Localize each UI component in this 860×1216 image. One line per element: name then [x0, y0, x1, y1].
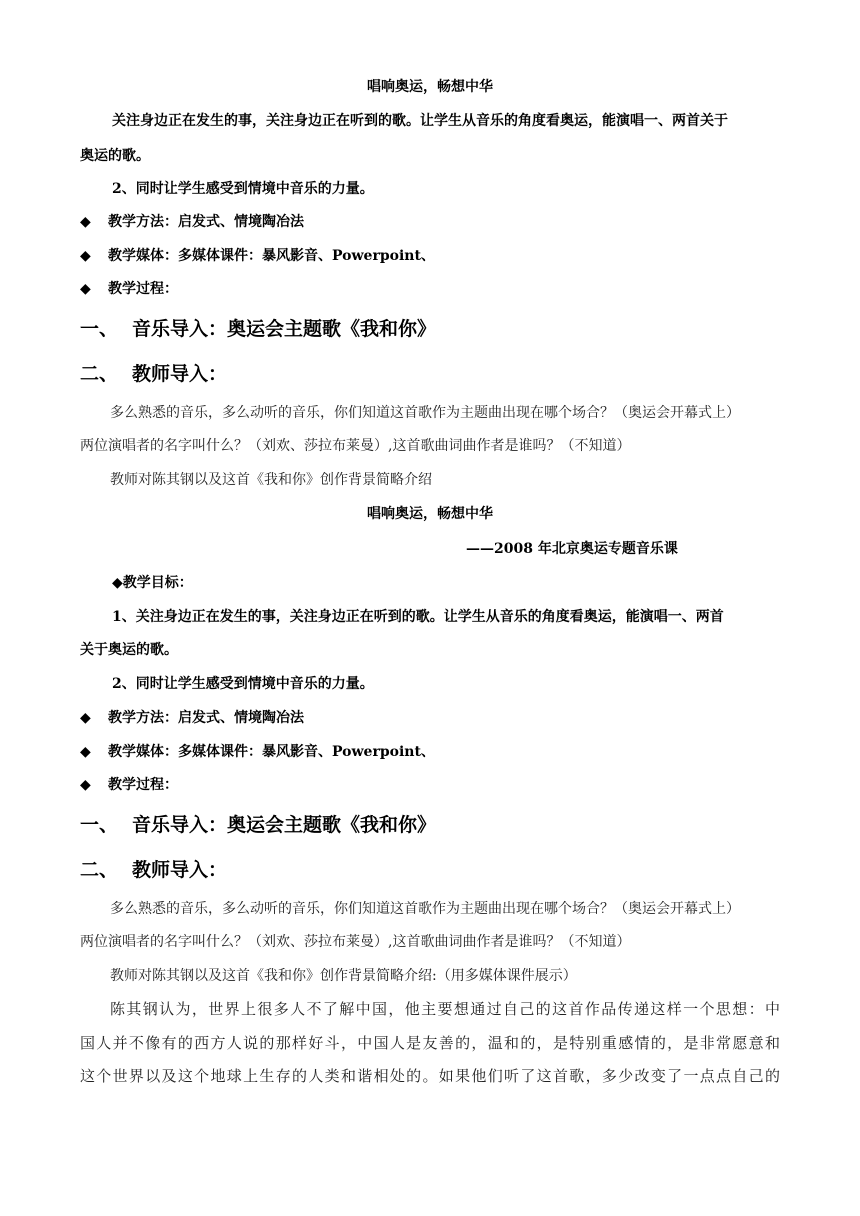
bullet-icon: ◆: [80, 777, 91, 793]
goal-line: 关注身边正在发生的事，关注身边正在听到的歌。让学生从音乐的角度看奥运，能演唱一、两首关于: [112, 113, 728, 129]
section-heading-1: [80, 314, 436, 341]
section-heading-2: [80, 855, 227, 882]
goal-line: 1、关注身边正在发生的事，关注身边正在听到的歌。让学生从音乐的角度看奥运，能演唱一、两首: [112, 609, 724, 625]
heading-text: 教师导入：: [132, 363, 228, 385]
bullet-icon: ◆: [80, 214, 91, 230]
doc-subtitle: ——2008 年北京奥运专题音乐课: [466, 541, 678, 557]
method-text: 教学方法：启发式、情境陶冶法: [108, 214, 304, 230]
process-item: [80, 278, 178, 298]
paragraph: 多么熟悉的音乐，多么动听的音乐，你们知道这首歌作为主题曲出现在哪个场合？（奥运会开幕式上）: [110, 405, 740, 421]
paragraph-cont: 两位演唱者的名字叫什么？（刘欢、莎拉布莱曼）,这首歌曲词曲作者是谁吗？（不知道）: [80, 934, 631, 950]
doc-title: 唱响奥运，畅想中华: [367, 506, 493, 522]
doc-title: 唱响奥运，畅想中华: [367, 79, 493, 95]
bullet-icon: ◆: [80, 281, 91, 297]
bullet-icon: ◆: [80, 710, 91, 726]
goal-line-2: 2、同时让学生感受到情境中音乐的力量。: [112, 676, 374, 692]
paragraph: 陈其钢认为，世界上很多人不了解中国，他主要想通过自己的这首作品传递这样一个思想：中: [110, 1000, 780, 1018]
media-text: 教学媒体：多媒体课件：暴风影音、Powerpoint、: [108, 744, 435, 760]
method-item: [80, 707, 304, 727]
heading-number: 二、: [80, 859, 119, 881]
method-text: 教学方法：启发式、情境陶冶法: [108, 710, 304, 726]
heading-text: 音乐导入：奥运会主题歌《我和你》: [132, 814, 437, 836]
media-text: 教学媒体：多媒体课件：暴风影音、Powerpoint、: [108, 248, 435, 264]
section-heading-2: [80, 359, 227, 386]
goal-line-2: 2、同时让学生感受到情境中音乐的力量。: [112, 181, 374, 197]
heading-number: 二、: [80, 363, 119, 385]
paragraph: 多么熟悉的音乐，多么动听的音乐，你们知道这首歌作为主题曲出现在哪个场合？（奥运会开幕式上）: [110, 901, 740, 917]
media-item: [80, 741, 435, 761]
bullet-icon: ◆: [80, 744, 91, 760]
paragraph: 教师对陈其钢以及这首《我和你》创作背景简略介绍:（用多媒体课件展示）: [110, 968, 577, 984]
goal-line-cont: 奥运的歌。: [80, 148, 150, 164]
media-item: [80, 245, 435, 265]
paragraph-cont: 这个世界以及这个地球上生存的人类和谐相处的。如果他们听了这首歌，多少改变了一点点自己的: [80, 1067, 780, 1085]
heading-number: 一、: [80, 318, 119, 340]
process-text: 教学过程：: [108, 777, 178, 793]
goal-heading: ◆教学目标：: [112, 575, 193, 591]
process-text: 教学过程：: [108, 281, 178, 297]
paragraph: 教师对陈其钢以及这首《我和你》创作背景简略介绍: [110, 472, 432, 488]
heading-text: 教师导入：: [132, 859, 228, 881]
paragraph-cont: 国人并不像有的西方人说的那样好斗，中国人是友善的，温和的，是特别重感情的，是非常愿意和: [80, 1034, 780, 1052]
heading-number: 一、: [80, 814, 119, 836]
goal-line-cont: 关于奥运的歌。: [80, 642, 178, 658]
heading-text: 音乐导入：奥运会主题歌《我和你》: [132, 318, 437, 340]
process-item: [80, 774, 178, 794]
paragraph-cont: 两位演唱者的名字叫什么？（刘欢、莎拉布莱曼）,这首歌曲词曲作者是谁吗？（不知道）: [80, 438, 631, 454]
section-heading-1: [80, 810, 436, 837]
method-item: [80, 211, 304, 231]
bullet-icon: ◆: [80, 248, 91, 264]
